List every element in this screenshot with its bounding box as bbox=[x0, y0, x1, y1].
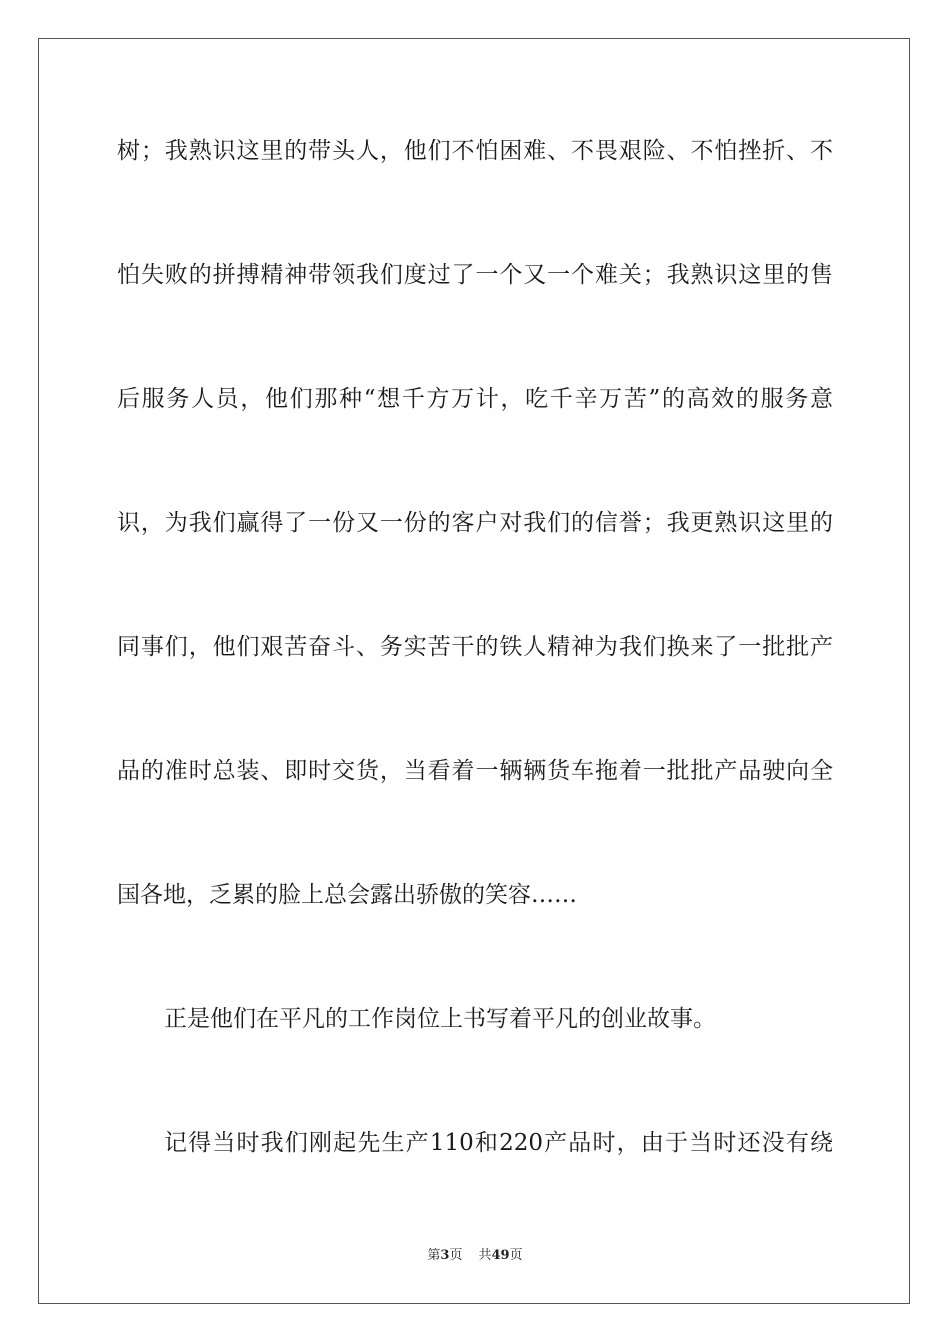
text-line: 怕失败的拼搏精神带领我们度过了一个又一个难关；我熟识这里的售 bbox=[117, 262, 833, 288]
total-suffix: 页 bbox=[509, 1248, 523, 1263]
text-line: 品的准时总装、即时交货，当看着一辆辆货车拖着一批批产品驶向全 bbox=[117, 758, 833, 784]
page-total: 49 bbox=[491, 1248, 510, 1263]
page-prefix: 第 bbox=[427, 1248, 441, 1263]
page-suffix: 页 bbox=[449, 1248, 463, 1263]
page-current: 3 bbox=[440, 1248, 450, 1263]
text-line: 识，为我们赢得了一份又一份的客户对我们的信誉；我更熟识这里的 bbox=[117, 510, 833, 536]
page-border bbox=[38, 38, 910, 1304]
text-line: 后服务人员，他们那种“想千方万计，吃千辛万苦”的高效的服务意 bbox=[117, 386, 833, 412]
text-line: 同事们，他们艰苦奋斗、务实苦干的铁人精神为我们换来了一批批产 bbox=[117, 634, 833, 660]
paragraph-line: 正是他们在平凡的工作岗位上书写着平凡的创业故事。 bbox=[164, 1006, 716, 1032]
text-line: 树；我熟识这里的带头人，他们不怕困难、不畏艰险、不怕挫折、不 bbox=[117, 138, 833, 164]
paragraph-line: 记得当时我们刚起先生产110和220产品时，由于当时还没有绕 bbox=[164, 1130, 833, 1156]
total-prefix: 共 bbox=[478, 1248, 492, 1263]
text-line: 国各地，乏累的脸上总会露出骄傲的笑容…… bbox=[117, 882, 577, 908]
page-footer bbox=[0, 1247, 950, 1265]
